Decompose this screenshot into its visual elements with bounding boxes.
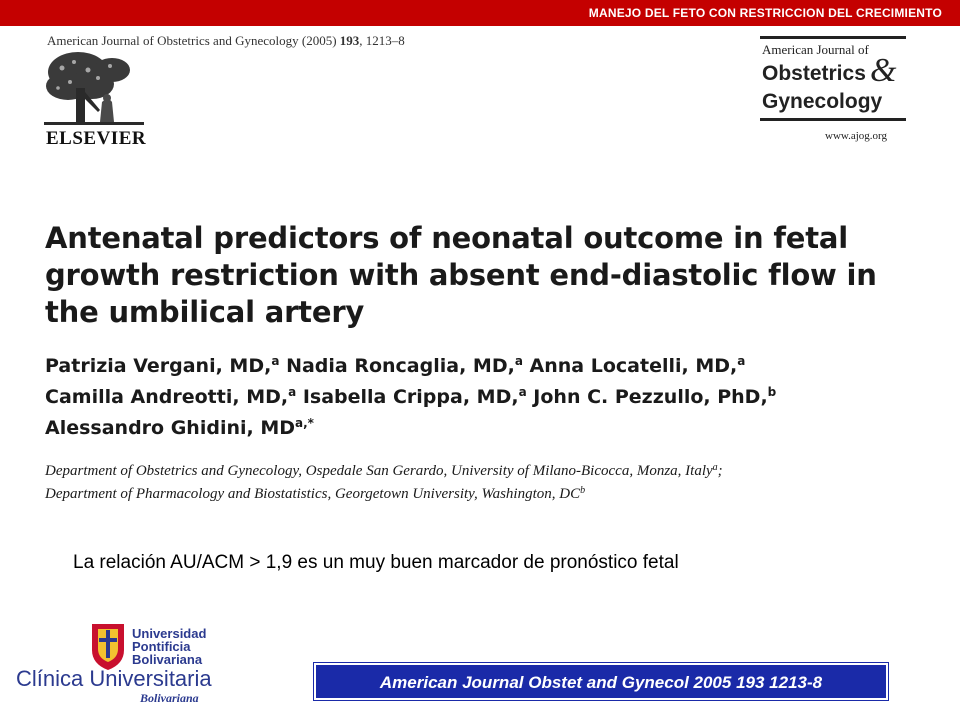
logo-url: www.ajog.org [825, 130, 888, 142]
logo-line2: Obstetrics [762, 62, 866, 85]
author-line-1 [45, 348, 925, 379]
logo-rule-top [760, 36, 906, 39]
author-name: Isabella Crippa, MD, [302, 386, 519, 408]
author-name: Alessandro Ghidini, MD [45, 417, 296, 439]
affiliation-sup: b [580, 485, 586, 496]
slide-note: La relación AU/ACM > 1,9 es un muy buen marcador de pronóstico fetal [73, 552, 679, 573]
slide-header-title: MANEJO DEL FETO CON RESTRICCION DEL CRECIMIENTO [588, 6, 942, 20]
institution-name: Clínica Universitaria [16, 666, 212, 691]
author-name: Patrizia Vergani, MD, [45, 355, 272, 377]
logo-line1: American Journal of [762, 42, 869, 57]
reference-banner [314, 663, 888, 700]
affiliation-punct: ; [717, 463, 723, 479]
citation-prefix: American Journal of Obstetrics and Gynecology (2005) [47, 33, 337, 48]
affiliation-sup: a [712, 462, 718, 473]
affiliation-list [45, 458, 945, 504]
affiliation-text: Department of Obstetrics and Gynecology, Ospedale San Gerardo, University of Milano-Bicocca, Monza, Italy [45, 463, 713, 479]
author-name: John C. Pezzullo, PhD, [533, 386, 768, 408]
affiliation-line-2 [45, 481, 945, 504]
elsevier-wordmark: ELSEVIER [46, 128, 147, 149]
author-sup: a [288, 385, 297, 399]
author-sup: a,* [295, 416, 314, 430]
author-line-3 [45, 410, 925, 441]
author-sup: b [767, 385, 777, 399]
top-header-bar [0, 0, 960, 26]
clinica-universitaria-logo [10, 620, 225, 715]
elsevier-tree-icon [40, 48, 150, 128]
logo-rule-bottom [760, 118, 906, 121]
university-crest-icon [92, 624, 124, 670]
institution-line2: Pontificia [132, 639, 191, 654]
affiliation-line-1 [45, 458, 945, 481]
author-name: Camilla Andreotti, MD, [45, 386, 289, 408]
affiliation-text: Department of Pharmacology and Biostatistics, Georgetown University, Washington, DC [45, 486, 581, 502]
author-sup: a [514, 354, 523, 368]
logo-line3: Gynecology [762, 90, 883, 113]
journal-citation [47, 33, 405, 49]
institution-script: Bolivariana [140, 691, 199, 705]
citation-pages: , 1213–8 [359, 33, 405, 48]
author-name: Anna Locatelli, MD, [529, 355, 738, 377]
ajog-logo [760, 36, 910, 146]
author-sup: a [518, 385, 527, 399]
logo-ampersand: & [870, 52, 897, 89]
author-line-2 [45, 379, 925, 410]
author-sup: a [737, 354, 746, 368]
citation-volume: 193 [339, 33, 360, 48]
institution-line1: Universidad [132, 626, 207, 641]
author-list [45, 348, 925, 441]
article-title: Antenatal predictors of neonatal outcome in fetal growth restriction with absent end-diastolic flow in the umbilical artery [45, 221, 877, 329]
author-sup: a [271, 354, 280, 368]
author-name: Nadia Roncaglia, MD, [286, 355, 515, 377]
institution-line3: Bolivariana [132, 652, 203, 667]
reference-text: American Journal Obstet and Gynecol 2005 193 1213-8 [379, 673, 823, 692]
